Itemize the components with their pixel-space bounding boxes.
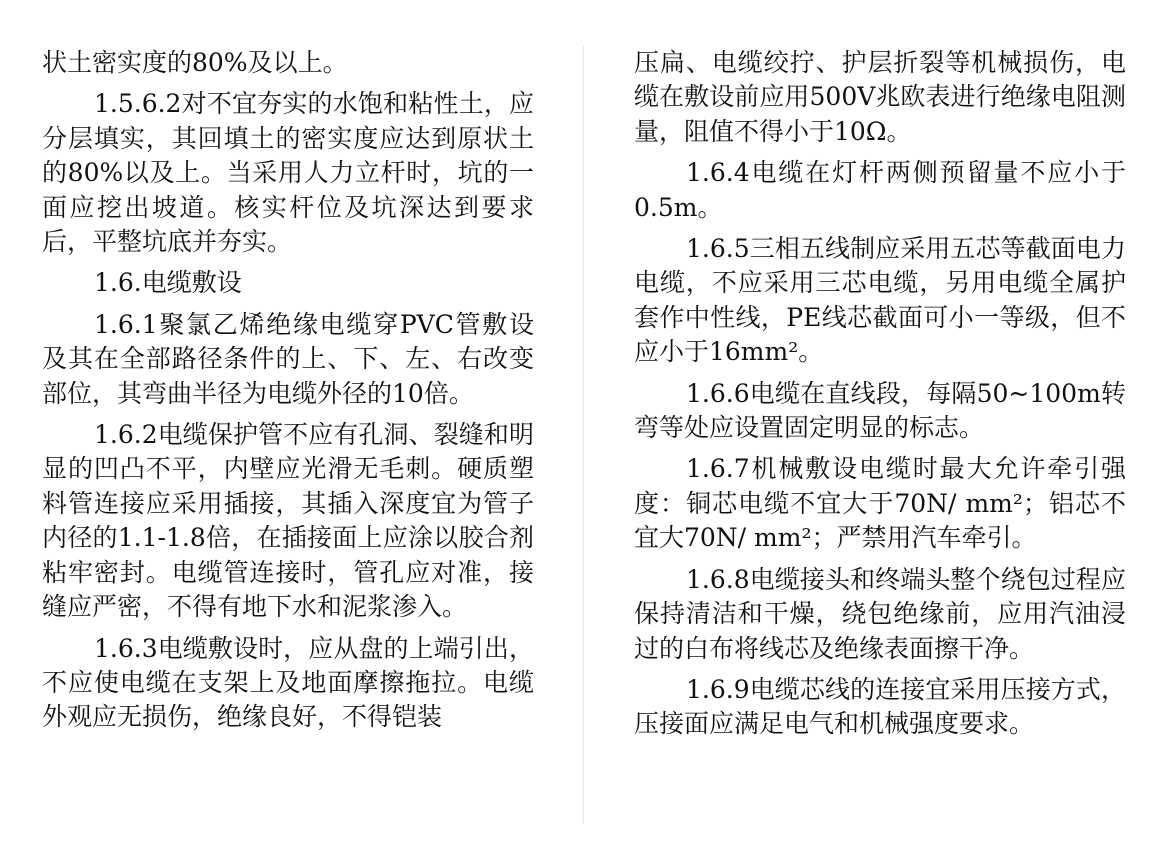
left-column (42, 46, 534, 742)
paragraph-1-6-7: 1.6.7机械敷设电缆时最大允许牵引强度：铜芯电缆不宜大于70N/ mm²；铝芯不宜大70N/ mm²；严禁用汽车牵引。 (634, 454, 1126, 553)
paragraph-1-6-1: 1.6.1聚氯乙烯绝缘电缆穿PVC管敷设及其在全部路径条件的上、下、左、右改变部位，其弯曲半径为电缆外径的10倍。 (42, 309, 534, 408)
paragraph-compaction-continued: 状土密实度的80%及以上。 (42, 48, 348, 77)
column-divider (583, 46, 584, 824)
paragraph-1-6-6: 1.6.6电缆在直线段，每隔50~100m转弯等处应设置固定明显的标志。 (634, 378, 1126, 443)
paragraph-1-6-2: 1.6.2电缆保护管不应有孔洞、裂缝和明显的凹凸不平，内壁应光滑无毛刺。硬质塑料管连接应采用插接，其插入深度宜为管子内径的1.1-1.8倍，在插接面上应涂以胶合剂粘牢密封。电缆管连接时，管孔应对准，接缝应严密，不得有地下水和泥浆渗入。 (42, 420, 534, 622)
paragraph-1-6-4: 1.6.4电缆在灯杆两侧预留量不应小于0.5m。 (634, 158, 1126, 222)
right-column (634, 46, 1126, 749)
paragraph-1-5-6-2: 1.5.6.2对不宜夯实的水饱和粘性土，应分层填实，其回填土的密实度应达到原状土的80%以及上。当采用人力立杆时，坑的一面应挖出坡道。核实杆位及坑深达到要求后，平整坑底并夯实。 (42, 89, 534, 257)
paragraph-1-6-9: 1.6.9电缆芯线的连接宜采用压接方式，压接面应满足电气和机械强度要求。 (634, 674, 1126, 739)
section-heading-cable-laying: 1.6.电缆敷设 (94, 268, 242, 298)
paragraph-1-6-8: 1.6.8电缆接头和终端头整个绕包过程应保持清洁和干燥，绕包绝缘前，应用汽油浸过的白布将线芯及绝缘表面擦干净。 (634, 564, 1126, 663)
paragraph-1-6-3-continued: 压扁、电缆绞拧、护层折裂等机械损伤，电缆在敷设前应用500V兆欧表进行绝缘电阻测量，阻值不得小于10Ω。 (634, 48, 1126, 146)
paragraph-1-6-5: 1.6.5三相五线制应采用五芯等截面电力电缆，不应采用三芯电缆，另用电缆全属护套作中性线，PE线芯截面可小一等级，但不应小于16mm²。 (634, 234, 1126, 367)
paragraph-1-6-3: 1.6.3电缆敷设时，应从盘的上端引出，不应使电缆在支架上及地面摩擦拖拉。电缆外观应无损伤，绝缘良好，不得铠装 (42, 633, 534, 732)
